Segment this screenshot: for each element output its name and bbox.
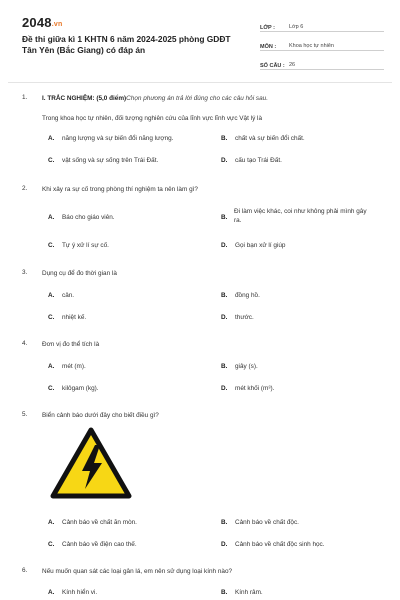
option-3d[interactable]: D. thước. [221,314,254,321]
section-instruction: Chọn phương án trả lời đúng cho các câu hỏi sau. [126,95,268,102]
exam-header [8,6,392,74]
header-divider [8,82,392,83]
option-6a[interactable]: A. Kính hiển vi. [48,589,98,596]
option-2a[interactable]: A. Báo cho giáo viên. [48,214,115,221]
option-3a[interactable]: A. cân. [48,292,75,299]
meta-question-count: SỐ CÂU : 26 [260,54,384,70]
option-2b-letter[interactable]: B. [221,214,228,221]
option-4a[interactable]: A. mét (m). [48,363,86,370]
high-voltage-warning-icon [50,427,132,499]
option-4c[interactable]: C. kilôgam (kg). [48,385,99,392]
exam-page: 2048.vn Đề thi giữa kì 1 KHTN 6 năm 2024-2025 phòng GDĐT Tân Yên (Bắc Giang) có đáp án LỚP : Lớp 6 MÔN : Khoa học tự nhiên SỐ CÂU : 26 1. I. TRẮC NGHIỆM: (5,0 điểm)Chọn phương án trả lời đúng cho các câu hỏi sau. Trong khoa học tự nhiên, đối tượng nghiên cứu của lĩnh vực lĩnh vực Vật lý là A. năng lượng và sự biến đổi năng lượng. B. chất và sự biến đổi chất. C. vật sống và sự sống trên Trái Đất. D. cấu tạo Trái Đất. 2. Khi xảy ra sự cố trong phòng thí nghiệm ta nên làm gì? A. Báo cho giáo viên. B. Đi làm việc khác, coi như không phải mình gây ra. C. Tự ý xử lí sự cố. D. Gọi bạn xử lí giúp 3. Dụng cụ để đo thời gian là A. cân. B. đồng hồ. C. nhiệt kế. D. thước. 4. Đơn vị đo thể tích là A. mét (m). B. giây (s). C. kilôgam (kg). D. mét khối (m³). 5. Biển cảnh báo dưới đây cho biết điều gì? A. Cảnh báo về chất ăn mòn. B. Cảnh báo về chất độc. C. Cảnh báo về điện cao thế. D. Cảnh báo về chất độc sinh học. 6. Nếu muốn quan sát các loại gân lá, em nên sử dụng loại kính nào? A. Kính hiển vi. B. Kính râm. [8,6,392,600]
option-5d[interactable]: D. Cảnh báo về chất độc sinh học. [221,541,325,548]
option-3b[interactable]: B. đồng hồ. [221,292,260,299]
option-2d[interactable]: D. Gọi bạn xử lí giúp [221,242,286,249]
option-2b[interactable]: Đi làm việc khác, coi như không phải mình gây ra. [234,208,367,224]
option-5c[interactable]: C. Cảnh báo về điện cao thế. [48,541,137,548]
option-1d[interactable]: D. cấu tạo Trái Đất. [221,157,282,164]
option-3c[interactable]: C. nhiệt kế. [48,314,87,321]
meta-class: LỚP : Lớp 6 [260,16,384,32]
exam-title: Đề thi giữa kì 1 KHTN 6 năm 2024-2025 phòng GDĐT Tân Yên (Bắc Giang) có đáp án [22,34,231,55]
option-5b[interactable]: B. Cảnh báo về chất độc. [221,519,299,526]
option-1a[interactable]: A. năng lượng và sự biến đổi năng lượng. [48,135,174,142]
option-2c[interactable]: C. Tự ý xử lí sự cố. [48,242,109,249]
meta-subject: MÔN : Khoa học tự nhiên [260,35,384,51]
option-4b[interactable]: B. giây (s). [221,363,258,370]
section-title: I. TRẮC NGHIỆM: (5,0 điểm) [42,95,127,102]
option-1b[interactable]: B. chất và sự biến đổi chất. [221,135,305,142]
option-5a[interactable]: A. Cảnh báo về chất ăn mòn. [48,519,137,526]
option-1c[interactable]: C. vật sống và sự sống trên Trái Đất. [48,157,159,164]
exam-meta [260,16,384,73]
option-6b[interactable]: B. Kính râm. [221,589,263,596]
option-4d[interactable]: D. mét khối (m³). [221,385,275,392]
site-logo[interactable]: 2048.vn [22,15,63,30]
